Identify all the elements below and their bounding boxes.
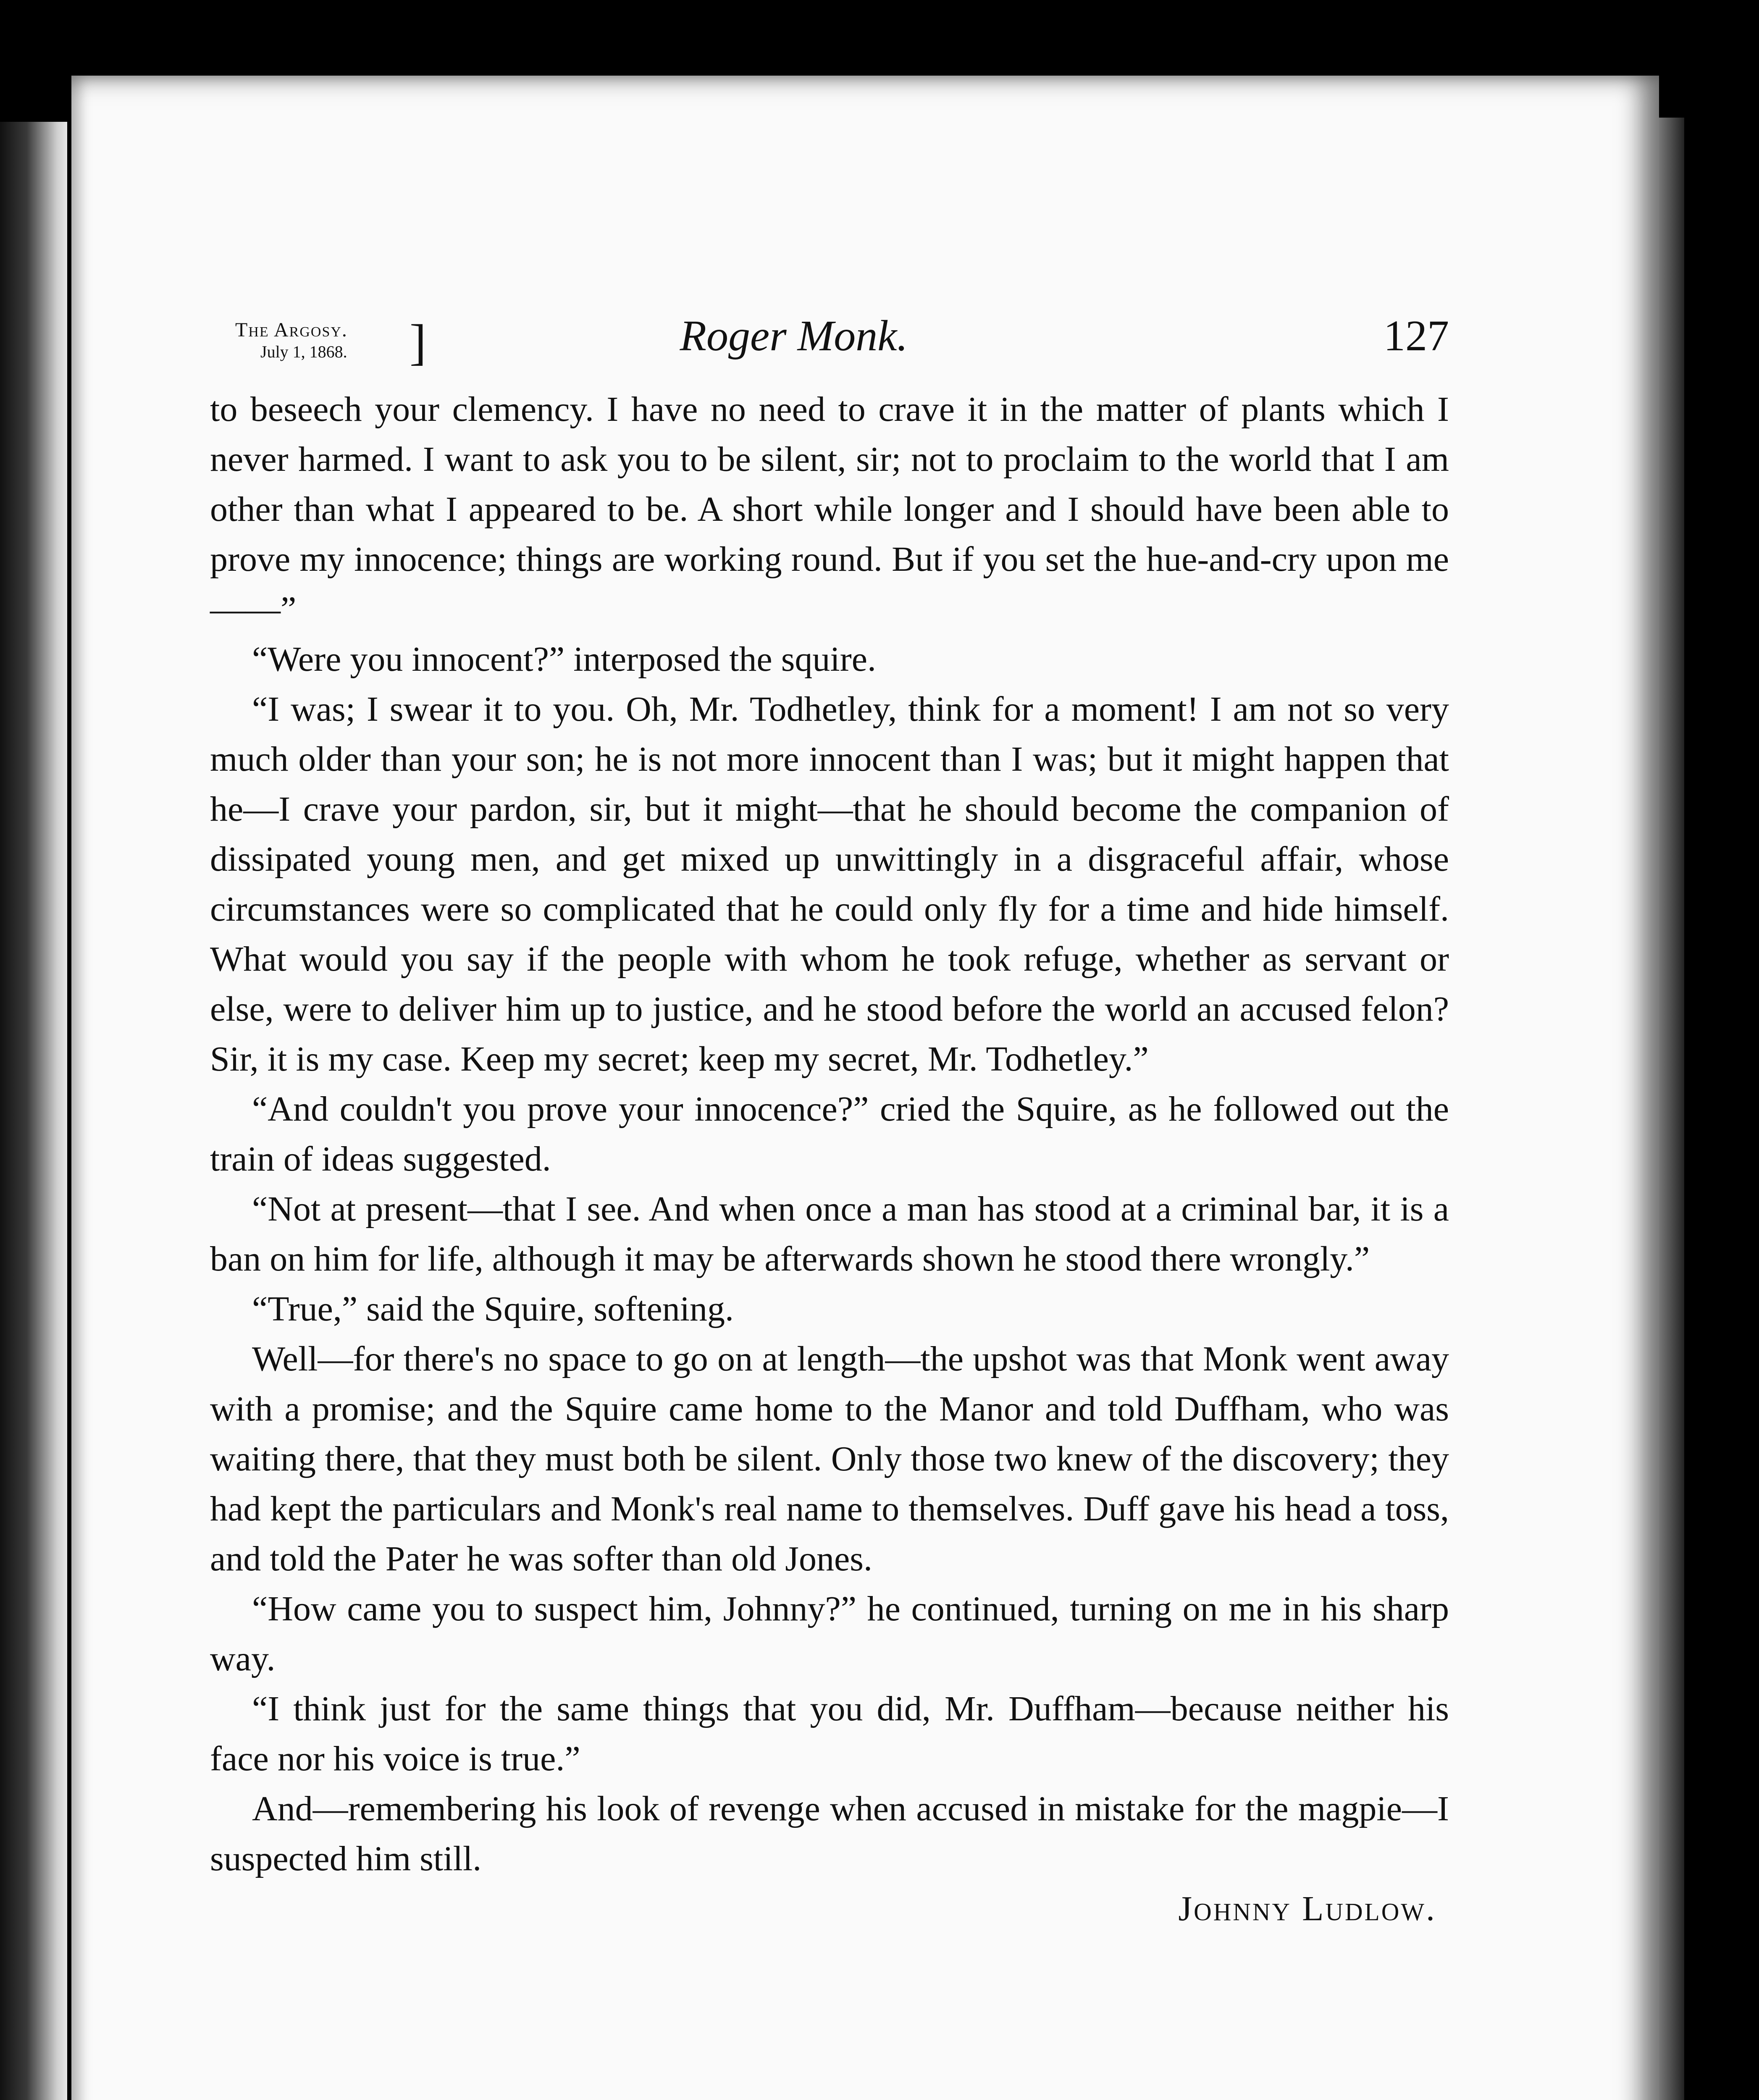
source-journal: The Argosy. xyxy=(235,319,348,341)
paragraph: “I think just for the same things that you did, Mr. Duffham—because neither his face nor his voice is true.” xyxy=(210,1689,1449,1778)
body-text xyxy=(210,384,1449,1934)
running-title: Roger Monk. xyxy=(680,312,908,360)
page-number: 127 xyxy=(1384,312,1449,360)
page-shadow-edge xyxy=(1659,118,1684,2100)
paragraph: “Were you innocent?” interposed the squire. xyxy=(252,640,876,679)
paragraph: “Not at present—that I see. And when once a man has stood at a criminal bar, it is a ban on him for life, although it may be afterwards shown he stood there wrongly.” xyxy=(210,1189,1449,1278)
paragraph: “True,” said the Squire, softening. xyxy=(252,1289,734,1328)
author-signature: Johnny Ludlow. xyxy=(1178,1889,1436,1928)
running-head xyxy=(139,302,1449,386)
paragraph: “How came you to suspect him, Johnny?” he continued, turning on me in his sharp way. xyxy=(210,1589,1449,1678)
source-date: July 1, 1868. xyxy=(260,342,347,361)
source-bracket: ] xyxy=(410,314,426,370)
facing-page-edge xyxy=(0,122,67,2100)
paragraph: to beseech your clemency. I have no need to crave it in the matter of plants which I never harmed. I want to ask you to be silent, sir; not to proclaim to the world that I am other than what I appeared to be. A short while longer and I should have been able to prove my innocence; things are working round. But if you set the hue-and-cry upon me——” xyxy=(210,390,1449,629)
paragraph: “And couldn't you prove your innocence?” cried the Squire, as he followed out the train of ideas suggested. xyxy=(210,1089,1449,1179)
paragraph: Well—for there's no space to go on at length—the upshot was that Monk went away with a promise; and the Squire came home to the Manor and told Duffham, who was waiting there, that they must both be silent. Only those two knew of the discovery; they had kept the particulars and Monk's real name to themselves. Duff gave his head a toss, and told the Pater he was softer than old Jones. xyxy=(210,1339,1449,1578)
paragraph: And—remembering his look of revenge when accused in mistake for the magpie—I suspected him still. xyxy=(210,1789,1449,1878)
paragraph: “I was; I swear it to you. Oh, Mr. Todhetley, think for a moment! I am not so very much older than your son; he is not more innocent than I was; but it might happen that he—I crave your pardon, sir, but it might—that he should become the companion of dissipated young men, and get mixed up unwittingly in a disgraceful affair, whose circumstances were so complicated that he could only fly for a time and hide himself. What would you say if the people with whom he took refuge, whether as servant or else, were to deliver him up to justice, and he stood before the world an accused felon? Sir, it is my case. Keep my secret; keep my secret, Mr. Todhetley.” xyxy=(210,690,1449,1079)
